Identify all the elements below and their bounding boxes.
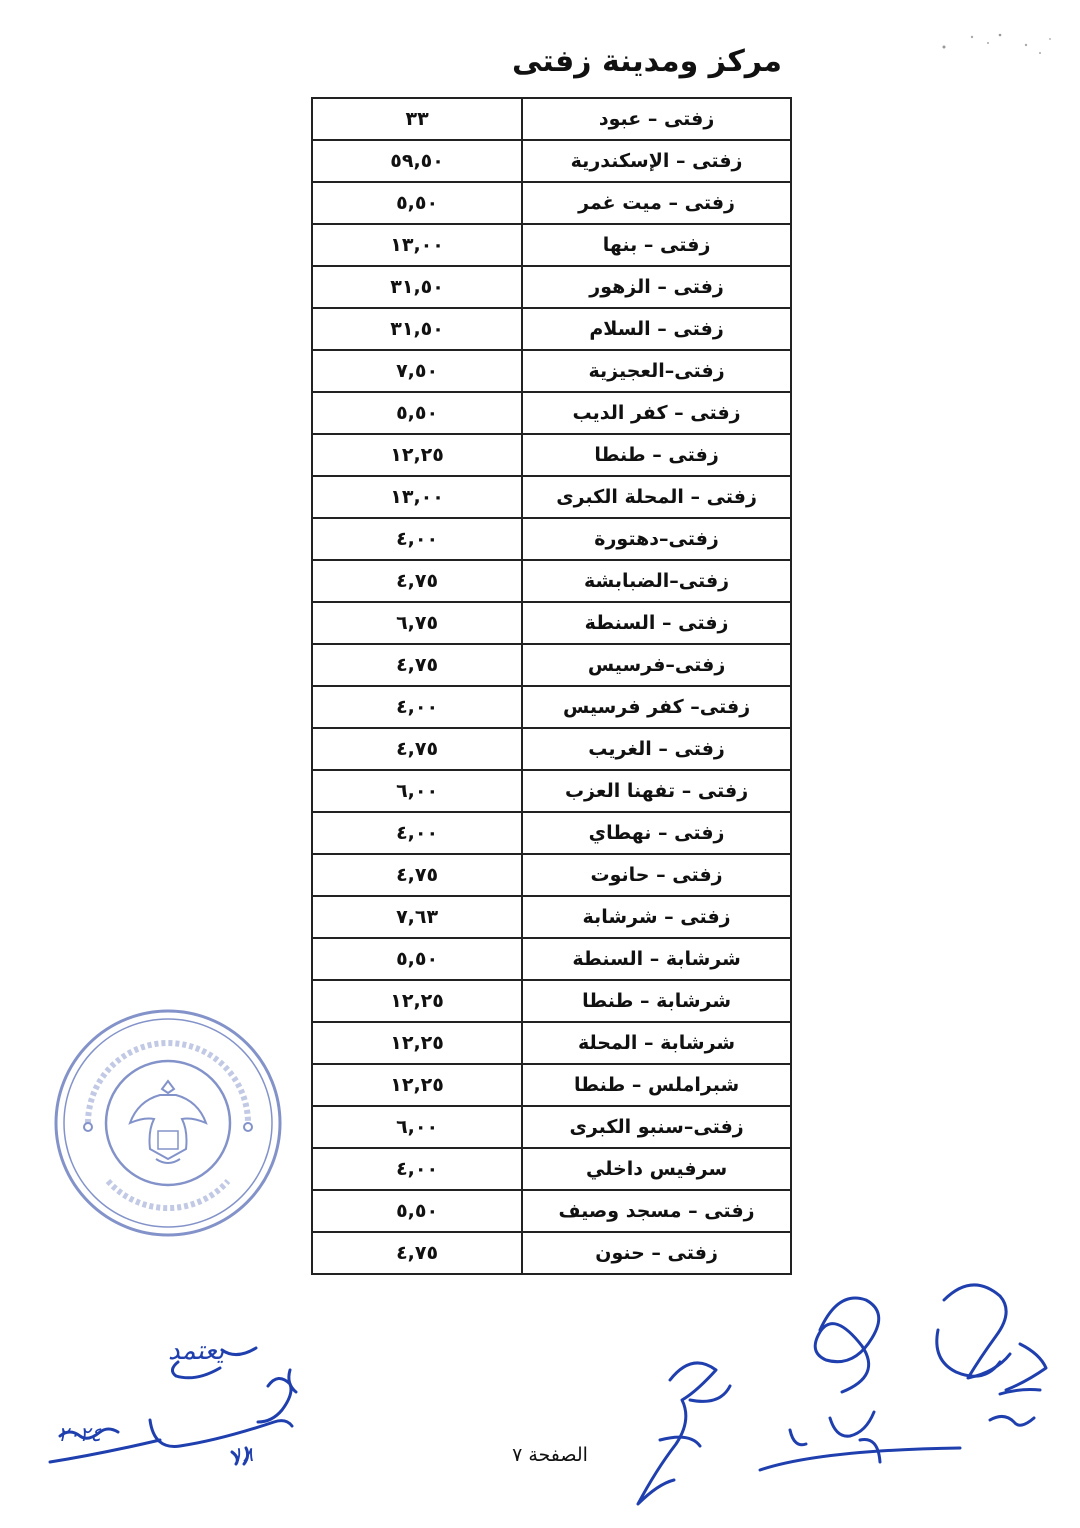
fare-cell: ٤,٧٥ [312, 644, 522, 686]
fare-cell: ١٢,٢٥ [312, 1064, 522, 1106]
fare-cell: ١٣,٠٠ [312, 224, 522, 266]
fare-cell: ٣١,٥٠ [312, 266, 522, 308]
fares-table [311, 97, 792, 1275]
fare-cell: ٣١,٥٠ [312, 308, 522, 350]
table-row [312, 476, 791, 518]
table-row [312, 602, 791, 644]
route-cell: زفتى – كفر الديب [522, 392, 791, 434]
signature-approval-word: يعتمد [168, 1336, 225, 1366]
table-row [312, 266, 791, 308]
route-cell: شرشابة – السنطة [522, 938, 791, 980]
route-cell: زفتى–العجيزية [522, 350, 791, 392]
fare-cell: ٤,٠٠ [312, 1148, 522, 1190]
route-cell: زفتى – السلام [522, 308, 791, 350]
signature-day: ١٨ [232, 1442, 254, 1466]
route-cell: زفتى – حنون [522, 1232, 791, 1274]
route-cell: زفتى – طنطا [522, 434, 791, 476]
fare-cell: ٤,٠٠ [312, 812, 522, 854]
table-row [312, 938, 791, 980]
fare-cell: ٣٣ [312, 98, 522, 140]
fare-cell: ٥,٥٠ [312, 1190, 522, 1232]
route-cell: زفتى – السنطة [522, 602, 791, 644]
route-cell: زفتى– كفر فرسيس [522, 686, 791, 728]
table-row [312, 350, 791, 392]
route-cell: زفتى – مسجد وصيف [522, 1190, 791, 1232]
route-cell: زفتى – نهطاي [522, 812, 791, 854]
table-row [312, 1022, 791, 1064]
fare-cell: ٤,٧٥ [312, 854, 522, 896]
route-cell: زفتى – تفهنا العزب [522, 770, 791, 812]
fare-cell: ٥,٥٠ [312, 182, 522, 224]
route-cell: زفتى–فرسيس [522, 644, 791, 686]
document-title: مركز ومدينة زفتى [512, 44, 782, 79]
table-row [312, 812, 791, 854]
table-row [312, 308, 791, 350]
table-row [312, 728, 791, 770]
table-row [312, 518, 791, 560]
route-cell: زفتى – بنها [522, 224, 791, 266]
table-row [312, 434, 791, 476]
fare-cell: ٤,٧٥ [312, 728, 522, 770]
route-cell: زفتى – الإسكندرية [522, 140, 791, 182]
fare-cell: ٤,٠٠ [312, 518, 522, 560]
table-row [312, 980, 791, 1022]
route-cell: زفتى–سنبو الكبرى [522, 1106, 791, 1148]
page-number: الصفحة ٧ [512, 1444, 588, 1466]
table-row [312, 98, 791, 140]
fare-cell: ٥٩,٥٠ [312, 140, 522, 182]
route-cell: زفتى – ميت غمر [522, 182, 791, 224]
table-row [312, 140, 791, 182]
table-row [312, 854, 791, 896]
route-cell: زفتى – شرشابة [522, 896, 791, 938]
fare-cell: ٤,٠٠ [312, 686, 522, 728]
fare-cell: ٦,٠٠ [312, 1106, 522, 1148]
route-cell: زفتى – عبود [522, 98, 791, 140]
route-cell: زفتى – حانوت [522, 854, 791, 896]
table-row [312, 1232, 791, 1274]
fare-cell: ٧,٥٠ [312, 350, 522, 392]
route-cell: شبراملس – طنطا [522, 1064, 791, 1106]
fare-cell: ١٣,٠٠ [312, 476, 522, 518]
fare-cell: ٦,٠٠ [312, 770, 522, 812]
route-cell: زفتى – الغريب [522, 728, 791, 770]
table-row [312, 1190, 791, 1232]
route-cell: زفتى–دهتورة [522, 518, 791, 560]
route-cell: زفتى – الزهور [522, 266, 791, 308]
signature-year: ٢٠٢٤ [58, 1422, 101, 1446]
table-row [312, 896, 791, 938]
fare-cell: ٤,٧٥ [312, 560, 522, 602]
fare-cell: ٤,٧٥ [312, 1232, 522, 1274]
table-row [312, 1148, 791, 1190]
fare-cell: ٦,٧٥ [312, 602, 522, 644]
route-cell: شرشابة – طنطا [522, 980, 791, 1022]
table-row [312, 644, 791, 686]
route-cell: زفتى – المحلة الكبرى [522, 476, 791, 518]
table-row [312, 1064, 791, 1106]
fare-cell: ١٢,٢٥ [312, 980, 522, 1022]
table-row [312, 224, 791, 266]
table-row [312, 1106, 791, 1148]
route-cell: شرشابة – المحلة [522, 1022, 791, 1064]
fares-table-body [312, 98, 791, 1274]
fare-cell: ٧,٦٣ [312, 896, 522, 938]
scan-specks [930, 25, 1060, 75]
fare-cell: ١٢,٢٥ [312, 434, 522, 476]
table-row [312, 770, 791, 812]
official-seal-stamp [48, 1003, 288, 1243]
fare-cell: ١٢,٢٥ [312, 1022, 522, 1064]
route-cell: سرفيس داخلي [522, 1148, 791, 1190]
route-cell: زفتى–الضبابشة [522, 560, 791, 602]
table-row [312, 686, 791, 728]
fare-cell: ٥,٥٠ [312, 938, 522, 980]
table-row [312, 560, 791, 602]
table-row [312, 182, 791, 224]
table-row [312, 392, 791, 434]
fare-cell: ٥,٥٠ [312, 392, 522, 434]
